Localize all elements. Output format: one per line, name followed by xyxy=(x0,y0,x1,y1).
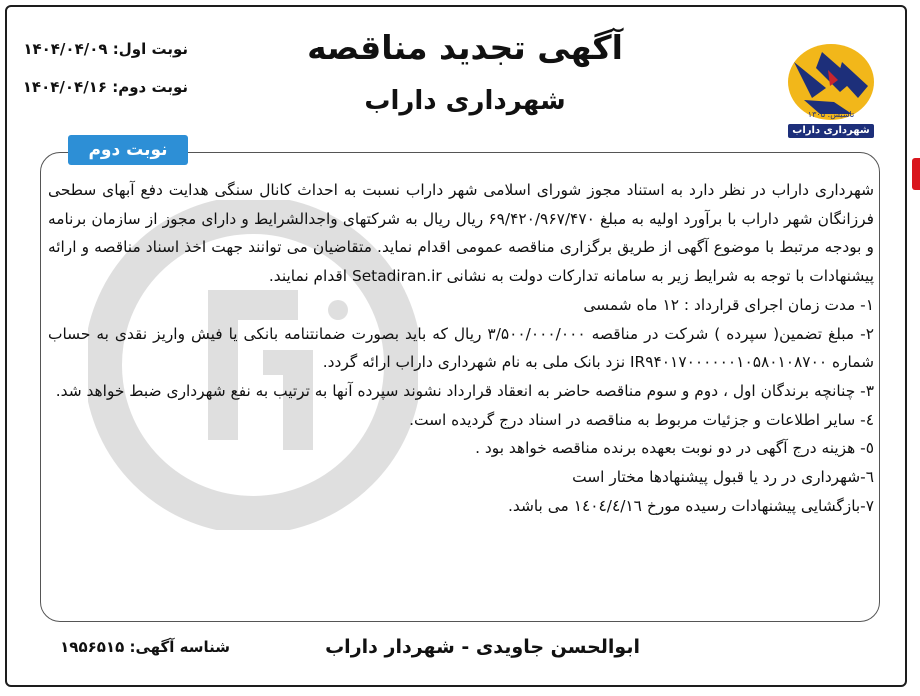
ad-body xyxy=(48,176,874,520)
condition-item: ۲- مبلغ تضمین( سپرده ) شرکت در مناقصه ۳/۵۰۰/۰۰۰/۰۰۰ ریال که باید بصورت ضمانتنامه بانکی یا فیش واریز نقدی به حساب شماره IR۹۴۰۱۷۰۰۰۰۰۰۱۰۵۸۰۱۰۸۷۰۰ نزد بانک ملی به نام شهرداری داراب ارائه گردد. xyxy=(48,324,874,372)
condition-item: ۷-بازگشایی پیشنهادات رسیده مورخ ۱٤۰٤/٤/١٦ می باشد. xyxy=(508,496,874,515)
condition-item: ٦-شهرداری در رد یا قبول پیشنهادها مختار است xyxy=(572,468,874,487)
first-round-date: نوبت اول: ۱۴۰۴/۰۴/۰۹ xyxy=(23,40,188,58)
municipality-logo xyxy=(782,40,880,140)
condition-item: ۳- چنانچه برندگان اول ، دوم و سوم مناقصه حاضر به انعقاد قرارداد نشوند سپرده آنها به ترتیب به نفع شهرداری ضبط خواهد شد. xyxy=(55,381,874,400)
second-round-date: نوبت دوم: ۱۴۰۴/۰۴/۱۶ xyxy=(22,78,188,96)
logo-subtext: تاسیس: ۱۳۰۵ xyxy=(807,110,855,119)
edge-marker xyxy=(912,158,920,190)
round-badge: نوبت دوم xyxy=(68,135,188,165)
ad-title: آگهی تجدید مناقصه xyxy=(307,28,623,67)
ad-id: شناسه آگهی: ۱۹۵۶۵۱۵ xyxy=(60,638,230,656)
intro-paragraph: شهرداری داراب در نظر دارد به استناد مجوز شورای اسلامی شهر داراب نسبت به احداث کانال سنگی هدایت دفع آبهای سطحی فرزانگان شهر داراب با برآورد اولیه به مبلغ ۶۹/۴۲۰/۹۶۷/۴۷۰ ریال ریال به شرکتهای واجدالشرایط و دارای مجوز از سازمان برنامه و بودجه مرتبط با موضوع آگهی از طریق برگزاری مناقصه عمومی اقدام نماید. متقاضیان می توانند جهت اخذ اسناد مناقصه و ارائه پیشنهادات با توجه به شرایط زیر به سامانه تدارکات دولت به نشانی Setadiran.ir اقدام نمایند. xyxy=(48,181,874,286)
logo-text: شهرداری داراب xyxy=(792,125,870,136)
ad-subtitle: شهرداری داراب xyxy=(364,86,566,116)
condition-item: ٥- هزینه درج آگهی در دو نوبت بعهده برنده مناقصه خواهد بود . xyxy=(475,439,874,458)
signer-name: ابوالحسن جاویدی - شهردار داراب xyxy=(325,636,640,658)
condition-item: ۱- مدت زمان اجرای قرارداد : ۱۲ ماه شمسی xyxy=(583,295,874,314)
condition-item: ٤- سایر اطلاعات و جزئیات مربوط به مناقصه در اسناد درج گردیده است. xyxy=(409,410,874,429)
